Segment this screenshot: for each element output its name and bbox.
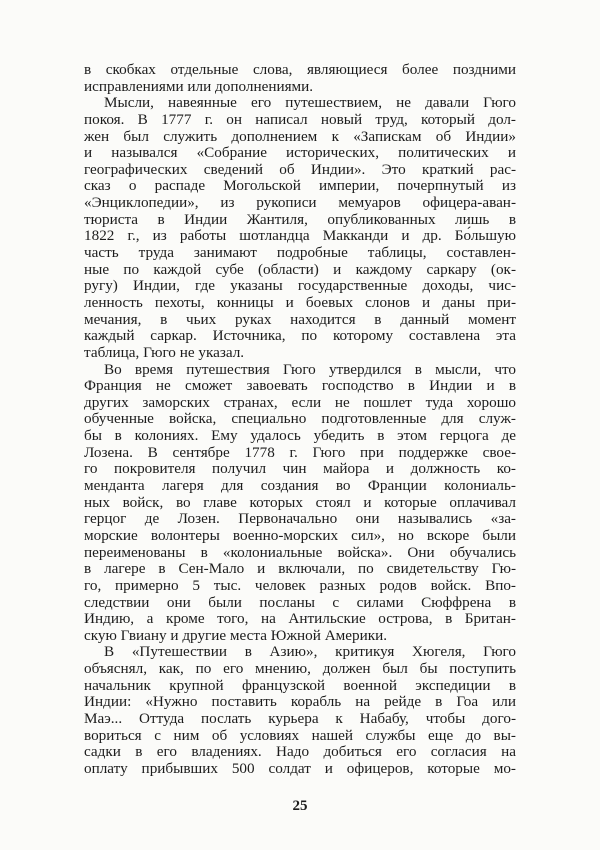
- text-line: Маэ... Оттуда послать курьера к Набабу, чтобы дого-: [84, 709, 516, 727]
- text-line: Мысли, навеянные его путешествием, не давали Гюго: [104, 94, 516, 112]
- text-line: В «Путешествии в Азию», критикуя Хюгеля, Гюго: [104, 643, 516, 661]
- text-line: го, примерно 5 тыс. человек разных родов войск. Впо-: [84, 576, 516, 594]
- text-line: скую Гвиану и другие места Южной Америки.: [84, 626, 388, 644]
- text-line: морские волонтеры военно-морских сил», но вскоре были: [84, 526, 516, 544]
- text-line: таблица, Гюго не указал.: [84, 343, 245, 361]
- text-line: герцог де Лозен. Первоначально они назывались «за-: [84, 510, 516, 528]
- text-line: оплату прибывших 500 солдат и офицеров, которые мо-: [84, 759, 516, 777]
- page-number: 25: [292, 798, 308, 814]
- text-line: мечания, в чьих руках находится в данный момент: [84, 310, 516, 328]
- text-line: ных войск, во главе которых стоял и которые оплачивал: [84, 493, 516, 511]
- text-line: начальник крупной французской военной экспедиции в: [84, 676, 516, 694]
- text-line: го покровителя получил чин майора и должность ко-: [84, 460, 516, 478]
- text-line: сказ о распаде Могольской империи, почерпнутый из: [84, 177, 516, 195]
- text-line: следствии они были посланы с силами Сюффрена в: [84, 593, 516, 611]
- text-line: часть труда занимают подробные таблицы, составлен-: [84, 244, 516, 262]
- text-line: ленность пехоты, конницы и боевых слонов и даны при-: [84, 293, 516, 311]
- text-line: 1822 г., из работы шотландца Макканди и др. Бо́льшую: [84, 227, 516, 245]
- text-line: объяснял, как, по его мнению, должен был бы поступить: [84, 660, 516, 678]
- text-line: Во время путешествия Гюго утвердился в мысли, что: [104, 360, 516, 378]
- text-line: покоя. В 1777 г. он написал новый труд, который дол-: [84, 110, 516, 128]
- text-line: исправлениями или дополнениями.: [84, 77, 314, 95]
- text-line: бы в колониях. Ему удалось убедить в этом герцога де: [84, 427, 516, 445]
- text-line: тюриста в Индии Жантиля, опубликованных лишь в: [84, 210, 516, 228]
- text-line: ругу) Индии, где указаны государственные доходы, чис-: [84, 277, 516, 295]
- text-line: ные по каждой субе (области) и каждому саркару (ок-: [84, 260, 516, 278]
- text-line: и назывался «Собрание исторических, политических и: [84, 144, 516, 162]
- text-line: обученные войска, специально подготовленные для служ-: [84, 410, 516, 428]
- text-line: Индии: «Нужно поставить корабль на рейде в Гоа или: [84, 693, 516, 711]
- text-line: географических сведений об Индии». Это краткий рас-: [84, 160, 516, 178]
- page-body: [84, 62, 516, 778]
- text-line: садки в его владениях. Надо добиться его согласия на: [84, 743, 516, 761]
- text-line: вориться с ним об условиях нашей службы еще до вы-: [84, 726, 516, 744]
- text-line: в скобках отдельные слова, являющиеся более поздними: [84, 61, 516, 78]
- text-line: других заморских странах, если не пошлет туда хорошо: [84, 393, 516, 411]
- text-line: каждый саркар. Источника, по которому составлена эта: [84, 327, 516, 345]
- text-line: менданта лагеря для создания во Франции колониаль-: [84, 477, 516, 495]
- text-line: в лагере в Сен-Мало и включали, по свидетельству Гю-: [84, 560, 516, 578]
- text-line: «Энциклопедии», из рукописи мемуаров офицера-аван-: [84, 194, 516, 212]
- text-line: Индию, а кроме того, на Антильские острова, в Британ-: [84, 610, 516, 628]
- text-line: Франция не сможет завоевать господство в Индии и в: [84, 377, 516, 395]
- text-line: переименованы в «колониальные войска». Они обучались: [84, 543, 516, 561]
- text-line: Лозена. В сентябре 1778 г. Гюго при поддержке свое-: [84, 443, 516, 461]
- text-line: жен был служить дополнением к «Запискам об Индии»: [84, 127, 516, 145]
